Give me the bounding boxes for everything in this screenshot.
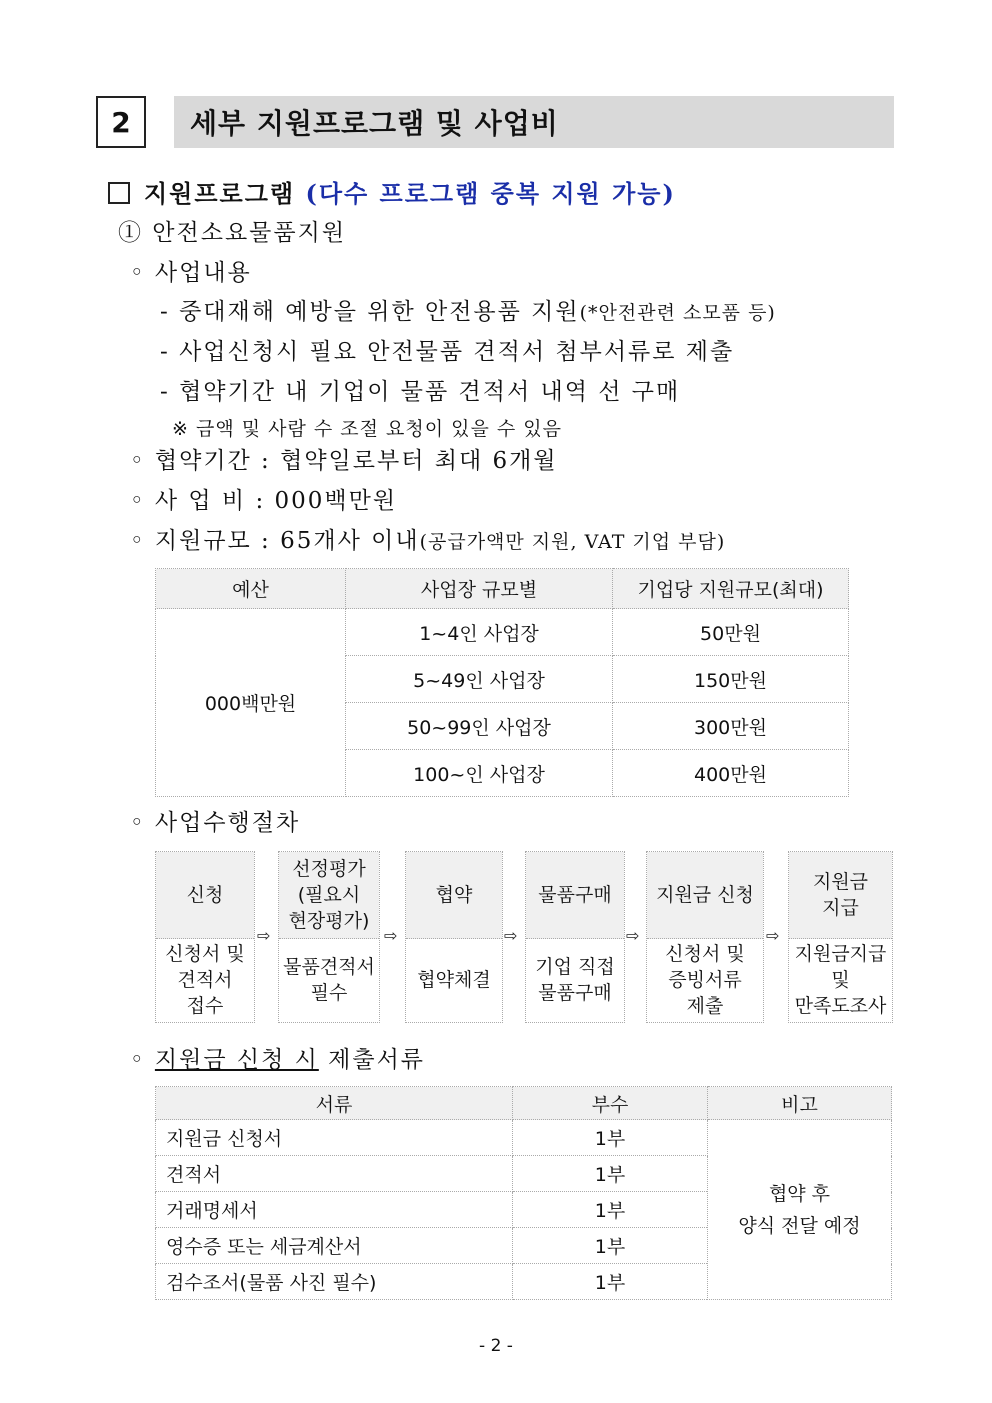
flow-step-desc: 지원금지급 및 만족도조사 xyxy=(794,943,887,1017)
scale-line xyxy=(130,522,725,555)
size-cell: 5~49인 사업장 xyxy=(346,656,613,703)
remark-cell: 협약 후 양식 전달 예정 xyxy=(708,1120,892,1300)
budget-cell: 000백만원 xyxy=(156,609,346,797)
budget: ◦ 사 업 비 : 000백만원 xyxy=(130,488,398,514)
arrow-right-icon: ⇨ xyxy=(384,926,398,945)
table-row xyxy=(156,1120,892,1156)
document-copies: 1부 xyxy=(513,1192,708,1228)
content-line-1-note: (*안전관련 소모품 등) xyxy=(579,302,776,324)
flow-step-agreement xyxy=(405,851,503,1023)
documents-label-underlined: 지원금 신청 시 xyxy=(154,1047,319,1073)
documents-table xyxy=(155,1086,892,1300)
document-name: 거래명세서 xyxy=(156,1192,513,1228)
flow-step-evaluation xyxy=(278,851,380,1023)
notice: ※ 금액 및 사람 수 조절 요청이 있을 수 있음 xyxy=(172,418,562,440)
amount-cell: 50만원 xyxy=(613,609,849,656)
amount-cell: 300만원 xyxy=(613,703,849,750)
table-header-row xyxy=(156,1087,892,1120)
arrow-right-icon: ⇨ xyxy=(766,926,780,945)
flow-step-payment xyxy=(788,851,893,1023)
document-name: 영수증 또는 세금계산서 xyxy=(156,1228,513,1264)
flow-step-title: 지원금 지급 xyxy=(789,852,892,939)
flow-step-title: 지원금 신청 xyxy=(647,852,763,939)
amount-cell: 400만원 xyxy=(613,750,849,797)
document-copies: 1부 xyxy=(513,1120,708,1156)
document-name: 견적서 xyxy=(156,1156,513,1192)
size-cell: 50~99인 사업장 xyxy=(346,703,613,750)
col-header-amount: 기업당 지원규모(최대) xyxy=(613,569,849,609)
document-name: 검수조서(물품 사진 필수) xyxy=(156,1264,513,1300)
flow-step-title: 협약 xyxy=(406,852,502,939)
arrow-right-icon: ⇨ xyxy=(626,926,640,945)
program-heading-line xyxy=(108,174,676,209)
section-number: 2 xyxy=(96,96,146,148)
documents-label-rest: 제출서류 xyxy=(318,1047,426,1073)
scale-note: (공급가액만 지원, VAT 기업 부담) xyxy=(419,531,726,553)
section-title: 세부 지원프로그램 및 사업비 xyxy=(174,96,894,148)
document-copies: 1부 xyxy=(513,1228,708,1264)
program-heading-note: (다수 프로그램 중복 지원 가능) xyxy=(305,179,676,208)
amount-cell: 150만원 xyxy=(613,656,849,703)
period: ◦ 협약기간 : 협약일로부터 최대 6개월 xyxy=(130,448,558,474)
document-name: 지원금 신청서 xyxy=(156,1120,513,1156)
documents-label xyxy=(130,1041,425,1074)
content-line-3: - 협약기간 내 기업이 물품 견적서 내역 선 구매 xyxy=(160,379,681,405)
content-line-1 xyxy=(160,293,776,326)
document-copies: 1부 xyxy=(513,1156,708,1192)
page-number: - 2 - xyxy=(479,1336,513,1356)
flow-step-apply xyxy=(155,851,255,1023)
flow-step-desc: 신청서 및 견적서 접수 xyxy=(165,943,245,1017)
col-header-document: 서류 xyxy=(156,1087,513,1120)
flow-step-purchase xyxy=(525,851,625,1023)
col-header-remark: 비고 xyxy=(708,1087,892,1120)
checkbox-icon xyxy=(108,182,130,204)
procedure-label: ◦ 사업수행절차 xyxy=(130,810,301,836)
size-cell: 1~4인 사업장 xyxy=(346,609,613,656)
col-header-size: 사업장 규모별 xyxy=(346,569,613,609)
arrow-right-icon: ⇨ xyxy=(504,926,518,945)
flow-step-title: 선정평가 (필요시 현장평가) xyxy=(279,852,379,939)
table-row xyxy=(156,609,849,656)
col-header-budget: 예산 xyxy=(156,569,346,609)
document-copies: 1부 xyxy=(513,1264,708,1300)
flow-step-grant-apply xyxy=(646,851,764,1023)
flow-step-title: 신청 xyxy=(156,852,254,939)
budget-table xyxy=(155,568,849,797)
scale: ◦ 지원규모 : 65개사 이내 xyxy=(130,528,420,554)
content-label: ◦ 사업내용 xyxy=(130,260,252,286)
program-heading: 지원프로그램 xyxy=(144,180,296,208)
content-line-1-text: - 중대재해 예방을 위한 안전용품 지원 xyxy=(160,299,580,325)
col-header-copies: 부수 xyxy=(513,1087,708,1120)
arrow-right-icon: ⇨ xyxy=(257,926,271,945)
documents-label-prefix: ◦ xyxy=(130,1047,155,1073)
flow-step-desc: 신청서 및 증빙서류 제출 xyxy=(665,943,745,1017)
flow-step-title: 물품구매 xyxy=(526,852,624,939)
flow-step-desc: 물품견적서 필수 xyxy=(283,956,375,1004)
flow-step-desc: 기업 직접 물품구매 xyxy=(535,956,615,1004)
flow-step-desc: 협약체결 xyxy=(417,969,491,991)
table-header-row xyxy=(156,569,849,609)
content-line-2: - 사업신청시 필요 안전물품 견적서 첨부서류로 제출 xyxy=(160,339,735,365)
item-title: ① 안전소요물품지원 xyxy=(118,220,347,246)
size-cell: 100~인 사업장 xyxy=(346,750,613,797)
